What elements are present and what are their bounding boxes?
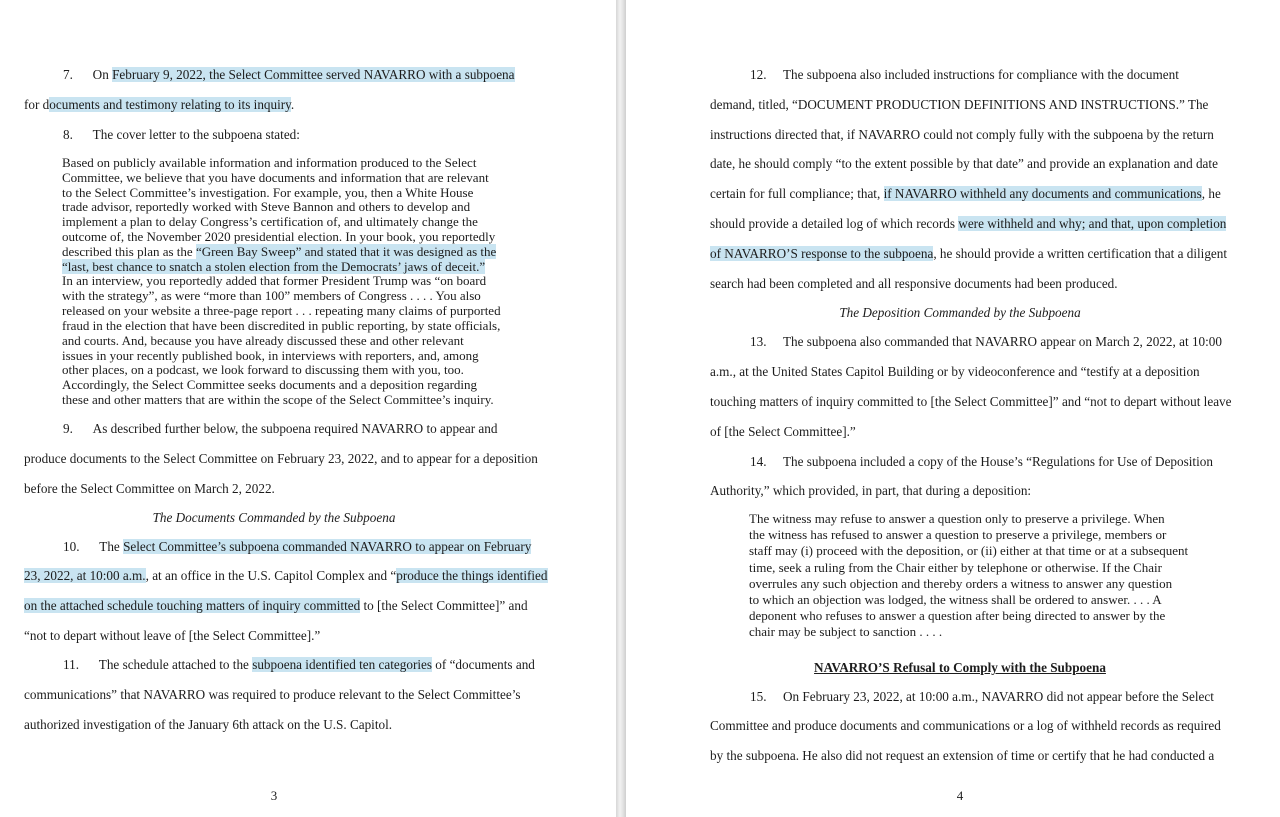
para-12-line-4: date, he should comply “to the extent possible by that date” and provide an explanation and date xyxy=(710,156,1218,171)
quote-line: and courts. And, because you have already discussed these and other relevant xyxy=(62,333,464,348)
quote-line: these and other matters that are within the scope of the Select Committee’s inquiry. xyxy=(62,392,494,407)
highlight: 23, 2022, at 10:00 a.m. xyxy=(24,568,146,583)
quote-line: deponent who refuses to answer a question after being directed to answer by the xyxy=(749,608,1166,623)
quote-line: trade advisor, reportedly worked with Steve Bannon and others to develop and xyxy=(62,199,471,214)
quote-line: The witness may refuse to answer a question only to preserve a privilege. When xyxy=(749,511,1165,526)
para-15-line-1: 15. On February 23, 2022, at 10:00 a.m., NAVARRO did not appear before the Select xyxy=(750,689,1214,704)
quote-line: issues in your recently published book, in interviews with reporters, and, among xyxy=(62,348,479,363)
highlight: if NAVARRO withheld any documents and communications xyxy=(883,186,1202,201)
page-number: 3 xyxy=(270,788,278,803)
highlight: ocuments and testimony relating to its inquiry xyxy=(49,97,291,112)
quote-line: outcome of, the November 2020 presidential election. In your book, you reportedly xyxy=(62,229,496,244)
quote-line: chair may be subject to sanction . . . . xyxy=(749,624,943,639)
para-12-line-3: instructions directed that, if NAVARRO could not comply fully with the subpoena by the return xyxy=(710,127,1214,142)
quote-line: described this plan as the “Green Bay Sweep” and stated that it was designed as the xyxy=(62,244,497,259)
para-7-line-2: for documents and testimony relating to its inquiry. xyxy=(24,97,295,112)
quote-line: staff may (i) proceed with the deposition, or (ii) either at that time or at a subsequent xyxy=(749,543,1189,558)
document-page-3 xyxy=(0,0,616,817)
section-heading-documents: The Documents Commanded by the Subpoena xyxy=(152,510,396,525)
para-13-line-4: of [the Select Committee].” xyxy=(710,424,856,439)
quote-line: Accordingly, the Select Committee seeks documents and a deposition regarding xyxy=(62,377,478,392)
para-14-line-1: 14. The subpoena included a copy of the House’s “Regulations for Use of Deposition xyxy=(750,454,1213,469)
para-11-line-1: 11. The schedule attached to the subpoena identified ten categories of “documents and xyxy=(63,657,535,672)
document-page-4 xyxy=(626,0,1280,817)
page-number: 4 xyxy=(956,788,964,803)
para-12-line-5: certain for full compliance; that, if NAVARRO withheld any documents and communications, he xyxy=(710,186,1221,201)
highlight: “last, best chance to snatch a stolen election from the Democrats’ jaws of deceit.” xyxy=(62,259,486,274)
highlight: produce the things identified xyxy=(396,568,548,583)
para-10-line-1: 10. The Select Committee’s subpoena commanded NAVARRO to appear on February xyxy=(63,539,532,554)
highlight: were withheld and why; and that, upon completion xyxy=(958,216,1227,231)
quote-line: with the strategy”, as were “more than 100” members of Congress . . . . You also xyxy=(62,288,481,303)
highlight: on the attached schedule touching matters of inquiry committed xyxy=(24,598,361,613)
para-9-line-3: before the Select Committee on March 2, 2022. xyxy=(24,481,275,496)
highlight: February 9, 2022, the Select Committee served NAVARRO with a subpoena xyxy=(112,67,515,82)
para-15-line-3: by the subpoena. He also did not request an extension of time or certify that he had conducted a xyxy=(710,748,1215,763)
para-15-line-2: Committee and produce documents and communications or a log of withheld records as required xyxy=(710,718,1221,733)
quote-line: time, seek a ruling from the Chair either by telephone or otherwise. If the Chair xyxy=(749,560,1162,575)
para-13-line-2: a.m., at the United States Capitol Building or by videoconference and “testify at a deposition xyxy=(710,364,1200,379)
para-7-line-1: 7. On February 9, 2022, the Select Committee served NAVARRO with a subpoena xyxy=(63,67,515,82)
para-13-line-3: touching matters of inquiry committed to [the Select Committee]” and “not to depart without leave xyxy=(710,394,1232,409)
quote-line: to which an objection was lodged, the witness shall be ordered to answer. . . . A xyxy=(749,592,1162,607)
para-12-line-6: should provide a detailed log of which records were withheld and why; and that, upon completion xyxy=(710,216,1227,231)
para-8: 8. The cover letter to the subpoena stated: xyxy=(63,127,300,142)
quote-line: fraud in the election that have been discredited in public reporting, by state officials, xyxy=(62,318,501,333)
para-10-line-3: on the attached schedule touching matters of inquiry committed to [the Select Committee]” and xyxy=(24,598,528,613)
para-11-line-3: authorized investigation of the January 6th attack on the U.S. Capitol. xyxy=(24,717,393,732)
page-gutter xyxy=(616,0,626,817)
quote-line: Committee, we believe that you have documents and information that are relevant xyxy=(62,170,489,185)
para-10-line-4: “not to depart without leave of [the Select Committee].” xyxy=(24,628,321,643)
section-heading-refusal: NAVARRO’S Refusal to Comply with the Subpoena xyxy=(814,660,1106,675)
quote-line: to the Select Committee’s investigation. For example, you, then a White House xyxy=(62,185,474,200)
quote-line: implement a plan to delay Congress’s certification of, and ultimately change the xyxy=(62,214,478,229)
para-10-line-2: 23, 2022, at 10:00 a.m., at an office in the U.S. Capitol Complex and “produce the things identified xyxy=(24,568,548,583)
highlight: of NAVARRO’S response to the subpoena xyxy=(710,246,934,261)
para-13-line-1: 13. The subpoena also commanded that NAVARRO appear on March 2, 2022, at 10:00 xyxy=(750,334,1222,349)
quote-line: overrules any such objection and thereby orders a witness to answer any question xyxy=(749,576,1173,591)
para-9-line-1: 9. As described further below, the subpoena required NAVARRO to appear and xyxy=(63,421,498,436)
highlight: Select Committee’s subpoena commanded NAVARRO to appear on February xyxy=(123,539,532,554)
highlight: “Green Bay Sweep” and stated that it was designed as the xyxy=(195,244,497,259)
quote-line: In an interview, you reportedly added that former President Trump was “on board xyxy=(62,273,487,288)
para-12-line-8: search had been completed and all responsive documents had been produced. xyxy=(710,276,1118,291)
section-heading-deposition: The Deposition Commanded by the Subpoena xyxy=(839,305,1081,320)
quote-line: the witness has refused to answer a question to preserve a privilege, members or xyxy=(749,527,1167,542)
quote-line: other places, on a podcast, we look forward to discussing them with you, too. xyxy=(62,362,464,377)
quote-line: released on your website a three-page report . . . repeating many claims of purported xyxy=(62,303,501,318)
para-11-line-2: communications” that NAVARRO was required to produce relevant to the Select Committee’s xyxy=(24,687,521,702)
para-12-line-1: 12. The subpoena also included instructions for compliance with the document xyxy=(750,67,1179,82)
para-12-line-7: of NAVARRO’S response to the subpoena, he should provide a written certification that a diligent xyxy=(710,246,1228,261)
para-12-line-2: demand, titled, “DOCUMENT PRODUCTION DEFINITIONS AND INSTRUCTIONS.” The xyxy=(710,97,1209,112)
para-9-line-2: produce documents to the Select Committee on February 23, 2022, and to appear for a deposition xyxy=(24,451,538,466)
para-14-line-2: Authority,” which provided, in part, that during a deposition: xyxy=(710,483,1032,498)
quote-line: Based on publicly available information and information produced to the Select xyxy=(62,155,477,170)
highlight: subpoena identified ten categories xyxy=(252,657,432,672)
